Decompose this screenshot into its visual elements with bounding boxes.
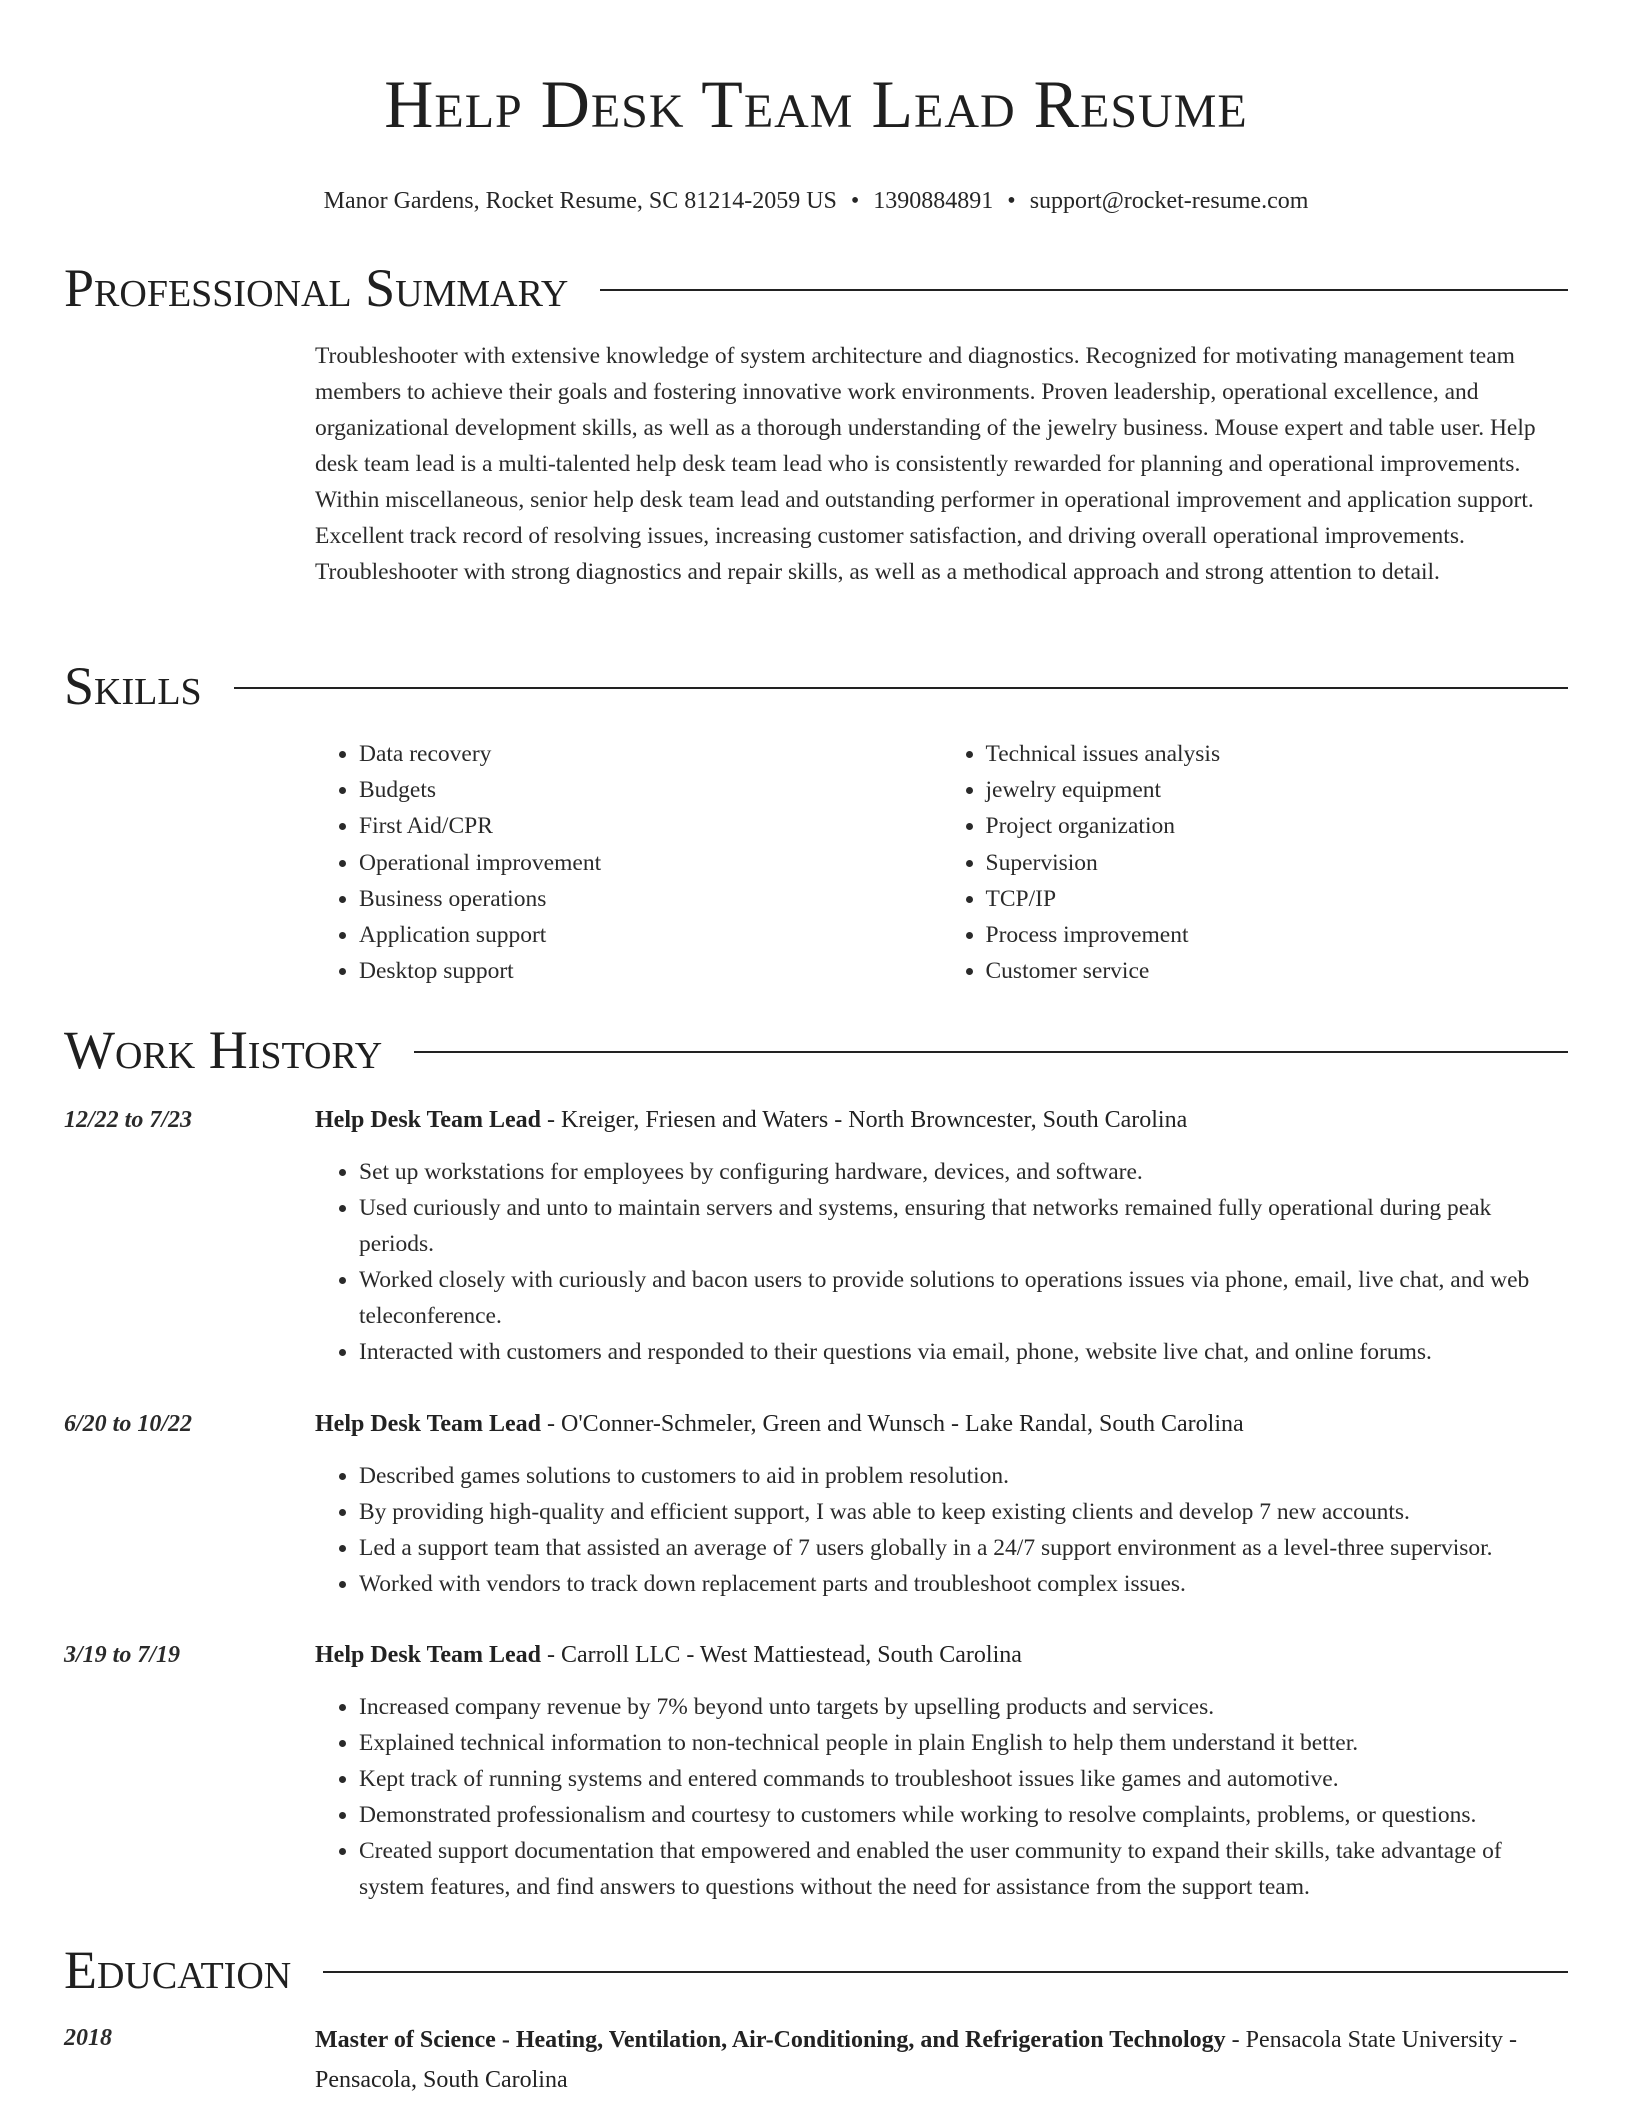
skill-item: • Budgets [359, 772, 942, 808]
job-bullet: • Led a support team that assisted an average of 7 users globally in a 24/7 support environment as a level-three supervisor. [359, 1530, 1568, 1566]
education-details [315, 2020, 1568, 2100]
section-divider [234, 687, 1568, 689]
skill-item: • Business operations [359, 881, 942, 917]
job-entry [64, 1102, 1568, 1370]
job-dates: 6/20 to 10/22 [64, 1411, 193, 1437]
job-bullet: • Increased company revenue by 7% beyond unto targets by upselling products and services. [359, 1689, 1568, 1725]
skill-item: • Project organization [986, 808, 1569, 844]
skill-item: • Supervision [986, 845, 1569, 881]
education-degree: Master of Science - Heating, Ventilation, Air-Conditioning, and Refrigeration Technology [315, 2027, 1226, 2053]
job-bullet: • Used curiously and unto to maintain servers and systems, ensuring that networks remained fully operational during peak periods. [359, 1190, 1568, 1262]
skill-item: • Application support [359, 917, 942, 953]
job-company: - O'Conner-Schmeler, Green and Wunsch - Lake Randal, South Carolina [541, 1411, 1244, 1437]
section-divider [414, 1051, 1568, 1053]
skill-item: • First Aid/CPR [359, 808, 942, 844]
job-title-line [315, 1406, 1568, 1442]
section-divider [323, 1971, 1568, 1973]
skills-section-header [64, 656, 1568, 716]
job-bullet: • Kept track of running systems and entered commands to troubleshoot issues like games and automotive. [359, 1761, 1568, 1797]
education-year: 2018 [64, 2025, 112, 2051]
contact-separator: • [1007, 188, 1016, 214]
skills-right-column [942, 736, 1569, 989]
skill-item: • Operational improvement [359, 845, 942, 881]
contact-address: Manor Gardens, Rocket Resume, SC 81214-2059 US [323, 188, 837, 214]
summary-text: Troubleshooter with extensive knowledge of system architecture and diagnostics. Recognized for motivating management team members to achieve their goals and fostering innovative work environments. Proven leadership, operational excellence, and organizational development skills, as well as a thorough understanding of the jewelry business. Mouse expert and table user. Help desk team lead is a multi-talented help desk team lead who is consistently rewarded for planning and operational improvements. Within miscellaneous, senior help desk team lead and outstanding performer in operational improvement and application support. Excellent track record of resolving issues, increasing customer satisfaction, and driving overall operational improvements. Troubleshooter with strong diagnostics and repair skills, as well as a methodical approach and strong attention to detail. [315, 343, 1536, 585]
skill-item: • Customer service [986, 953, 1569, 989]
job-dates: 3/19 to 7/19 [64, 1642, 181, 1668]
contact-line [64, 184, 1568, 218]
contact-phone: 1390884891 [873, 188, 994, 214]
job-bullet: • Created support documentation that empowered and enabled the user community to expand their skills, take advantage of system features, and find answers to questions without the need for assistance from the support team. [359, 1833, 1568, 1905]
job-entry [64, 1406, 1568, 1602]
section-divider [600, 289, 1568, 291]
skill-item: • Desktop support [359, 953, 942, 989]
work-heading: Work History [64, 1020, 383, 1080]
skill-item: • TCP/IP [986, 881, 1569, 917]
skill-item: • jewelry equipment [986, 772, 1569, 808]
job-bullet: • Worked closely with curiously and bacon users to provide solutions to operations issues via phone, email, live chat, and web teleconference. [359, 1262, 1568, 1334]
job-bullet: • Described games solutions to customers to aid in problem resolution. [359, 1458, 1568, 1494]
job-bullet: • Interacted with customers and responded to their questions via email, phone, website live chat, and online forums. [359, 1334, 1568, 1370]
job-title: Help Desk Team Lead [315, 1642, 542, 1668]
education-entry [64, 2020, 1568, 2100]
job-title: Help Desk Team Lead [315, 1107, 542, 1133]
job-company: - Kreiger, Friesen and Waters - North Browncester, South Carolina [541, 1107, 1188, 1133]
summary-heading: Professional Summary [64, 258, 569, 318]
contact-email[interactable]: support@rocket-resume.com [1029, 188, 1309, 214]
skills-left-column [315, 736, 942, 989]
education-section-header [64, 1940, 1568, 2000]
education-school: - Pensacola State University - Pensacola, South Carolina [315, 2027, 1517, 2093]
job-bullet: • Set up workstations for employees by configuring hardware, devices, and software. [359, 1154, 1568, 1190]
job-title-line [315, 1637, 1568, 1673]
job-bullets [315, 1689, 1568, 1905]
resume-page [64, 0, 1568, 2093]
job-title-line [315, 1102, 1568, 1138]
skills-heading: Skills [64, 656, 202, 716]
job-bullet: • Worked with vendors to track down replacement parts and troubleshoot complex issues. [359, 1566, 1568, 1602]
education-heading: Education [64, 1940, 292, 2000]
skill-item: • Technical issues analysis [986, 736, 1569, 772]
job-dates: 12/22 to 7/23 [64, 1107, 193, 1133]
job-bullets [315, 1154, 1568, 1370]
skill-item: • Data recovery [359, 736, 942, 772]
summary-section-header [64, 258, 1568, 318]
job-title: Help Desk Team Lead [315, 1411, 542, 1437]
job-bullet: • Demonstrated professionalism and courtesy to customers while working to resolve complaints, problems, or questions. [359, 1797, 1568, 1833]
contact-separator: • [850, 188, 860, 214]
job-bullets [315, 1458, 1568, 1602]
skill-item: • Process improvement [986, 917, 1569, 953]
job-bullet: • Explained technical information to non-technical people in plain English to help them understand it better. [359, 1725, 1568, 1761]
resume-title: Help Desk Team Lead Resume [384, 66, 1248, 142]
job-company: - Carroll LLC - West Mattiestead, South Carolina [541, 1642, 1022, 1668]
job-bullet: • By providing high-quality and efficient support, I was able to keep existing clients and develop 7 new accounts. [359, 1494, 1568, 1530]
work-section-header [64, 1020, 1568, 1080]
skills-lists [315, 736, 1568, 989]
job-entry [64, 1637, 1568, 1905]
